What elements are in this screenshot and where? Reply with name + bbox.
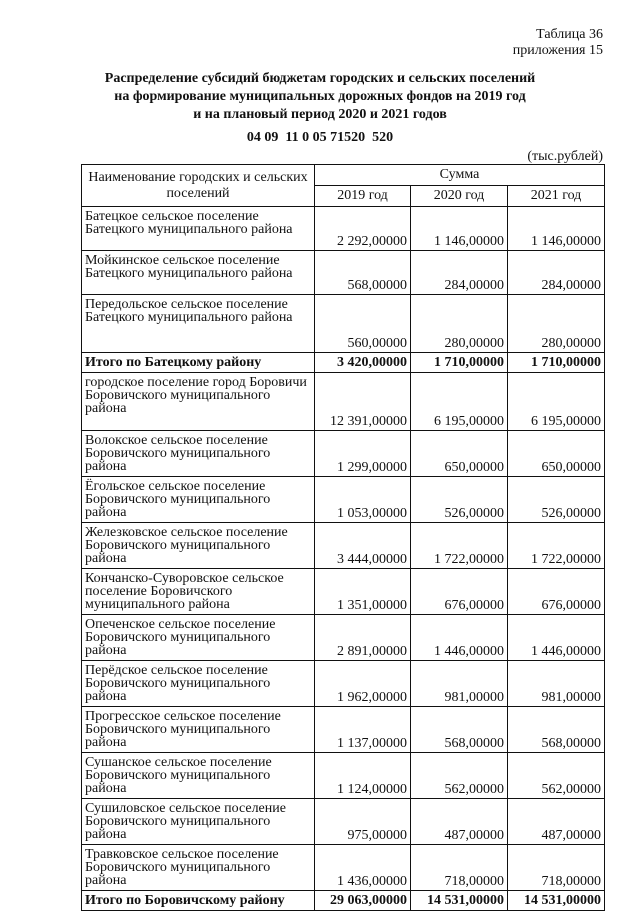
amount-2019-cell: 12 391,00000 — [315, 373, 411, 431]
subsidy-table — [81, 164, 605, 911]
table-reference — [513, 27, 603, 59]
amount-2019-cell: 1 299,00000 — [315, 431, 411, 477]
table-row — [82, 477, 605, 523]
appendix-number: приложения 15 — [512, 43, 603, 58]
title-line-3: и на плановый период 2020 и 2021 годов — [193, 107, 447, 122]
amount-2020-cell: 676,00000 — [411, 569, 508, 615]
settlement-name-cell: Батецкое сельское поселение Батецкого муниципального района — [82, 207, 315, 251]
amount-2019-cell: 1 962,00000 — [315, 661, 411, 707]
amount-2021-cell: 981,00000 — [508, 661, 605, 707]
amount-2019-cell: 1 436,00000 — [315, 845, 411, 891]
unit-label: (тыс.рублей) — [527, 149, 603, 164]
amount-2019-cell: 560,00000 — [315, 295, 411, 353]
settlement-name-cell: Перёдское сельское поселение Боровичского муниципального района — [82, 661, 315, 707]
table-row — [82, 799, 605, 845]
table-row — [82, 615, 605, 661]
header-row-1 — [82, 165, 605, 186]
amount-2020-cell: 1 146,00000 — [411, 207, 508, 251]
document-title — [0, 70, 640, 124]
amount-2021-cell: 718,00000 — [508, 845, 605, 891]
amount-2021-cell: 1 710,00000 — [508, 353, 605, 373]
table-row — [82, 845, 605, 891]
amount-2020-cell: 1 710,00000 — [411, 353, 508, 373]
settlement-name-cell: Ёгольское сельское поселение Боровичского муниципального района — [82, 477, 315, 523]
column-header-2019: 2019 год — [315, 186, 411, 207]
amount-2020-cell: 14 531,00000 — [411, 891, 508, 911]
amount-2021-cell: 487,00000 — [508, 799, 605, 845]
amount-2021-cell: 280,00000 — [508, 295, 605, 353]
amount-2020-cell: 981,00000 — [411, 661, 508, 707]
settlement-name-cell: Итого по Боровичскому району — [82, 891, 315, 911]
column-header-2020: 2020 год — [411, 186, 508, 207]
settlement-name-cell: Мойкинское сельское поселение Батецкого муниципального района — [82, 251, 315, 295]
amount-2019-cell: 2 891,00000 — [315, 615, 411, 661]
amount-2021-cell: 562,00000 — [508, 753, 605, 799]
title-line-2: на формирование муниципальных дорожных фондов на 2019 год — [114, 89, 526, 104]
total-row — [82, 891, 605, 911]
amount-2020-cell: 284,00000 — [411, 251, 508, 295]
table-row — [82, 523, 605, 569]
title-line-1: Распределение субсидий бюджетам городских и сельских поселений — [104, 71, 536, 86]
table-row — [82, 295, 605, 353]
amount-2021-cell: 1 446,00000 — [508, 615, 605, 661]
settlement-name-cell: Железковское сельское поселение Боровичского муниципального района — [82, 523, 315, 569]
amount-2020-cell: 650,00000 — [411, 431, 508, 477]
amount-2020-cell: 526,00000 — [411, 477, 508, 523]
amount-2020-cell: 718,00000 — [411, 845, 508, 891]
amount-2020-cell: 6 195,00000 — [411, 373, 508, 431]
amount-2020-cell: 1 722,00000 — [411, 523, 508, 569]
table-row — [82, 569, 605, 615]
settlement-name-cell: Травковское сельское поселение Боровичского муниципального района — [82, 845, 315, 891]
amount-2019-cell: 1 137,00000 — [315, 707, 411, 753]
settlement-name-cell: Сушиловское сельское поселение Боровичского муниципального района — [82, 799, 315, 845]
settlement-name-cell: Сушанское сельское поселение Боровичского муниципального района — [82, 753, 315, 799]
amount-2019-cell: 1 053,00000 — [315, 477, 411, 523]
amount-2021-cell: 568,00000 — [508, 707, 605, 753]
table-row — [82, 707, 605, 753]
amount-2019-cell: 1 351,00000 — [315, 569, 411, 615]
column-header-2021: 2021 год — [508, 186, 605, 207]
amount-2020-cell: 280,00000 — [411, 295, 508, 353]
amount-2020-cell: 568,00000 — [411, 707, 508, 753]
amount-2019-cell: 29 063,00000 — [315, 891, 411, 911]
amount-2020-cell: 1 446,00000 — [411, 615, 508, 661]
column-header-sum: Сумма — [315, 165, 605, 186]
column-header-name: Наименование городских и сельских поселений — [82, 165, 315, 207]
amount-2019-cell: 3 420,00000 — [315, 353, 411, 373]
amount-2019-cell: 1 124,00000 — [315, 753, 411, 799]
table-row — [82, 431, 605, 477]
table-row — [82, 207, 605, 251]
amount-2019-cell: 3 444,00000 — [315, 523, 411, 569]
amount-2019-cell: 975,00000 — [315, 799, 411, 845]
amount-2021-cell: 6 195,00000 — [508, 373, 605, 431]
amount-2021-cell: 526,00000 — [508, 477, 605, 523]
total-row — [82, 353, 605, 373]
amount-2021-cell: 1 146,00000 — [508, 207, 605, 251]
settlement-name-cell: Кончанско-Суворовское сельское поселение Боровичского муниципального района — [82, 569, 315, 615]
table-row — [82, 373, 605, 431]
table-body — [82, 207, 605, 911]
table-row — [82, 661, 605, 707]
amount-2019-cell: 2 292,00000 — [315, 207, 411, 251]
amount-2021-cell: 284,00000 — [508, 251, 605, 295]
settlement-name-cell: Итого по Батецкому району — [82, 353, 315, 373]
table-row — [82, 753, 605, 799]
settlement-name-cell: Передольское сельское поселение Батецкого муниципального района — [82, 295, 315, 353]
table-number: Таблица 36 — [536, 27, 603, 42]
amount-2021-cell: 1 722,00000 — [508, 523, 605, 569]
amount-2021-cell: 14 531,00000 — [508, 891, 605, 911]
table-row — [82, 251, 605, 295]
amount-2021-cell: 676,00000 — [508, 569, 605, 615]
amount-2019-cell: 568,00000 — [315, 251, 411, 295]
budget-classification-code: 04 09 11 0 05 71520 520 — [246, 130, 394, 145]
amount-2020-cell: 562,00000 — [411, 753, 508, 799]
settlement-name-cell: городское поселение город Боровичи Боровичского муниципального района — [82, 373, 315, 431]
amount-2020-cell: 487,00000 — [411, 799, 508, 845]
amount-2021-cell: 650,00000 — [508, 431, 605, 477]
settlement-name-cell: Прогресское сельское поселение Боровичского муниципального района — [82, 707, 315, 753]
settlement-name-cell: Опеченское сельское поселение Боровичского муниципального района — [82, 615, 315, 661]
settlement-name-cell: Волокское сельское поселение Боровичского муниципального района — [82, 431, 315, 477]
